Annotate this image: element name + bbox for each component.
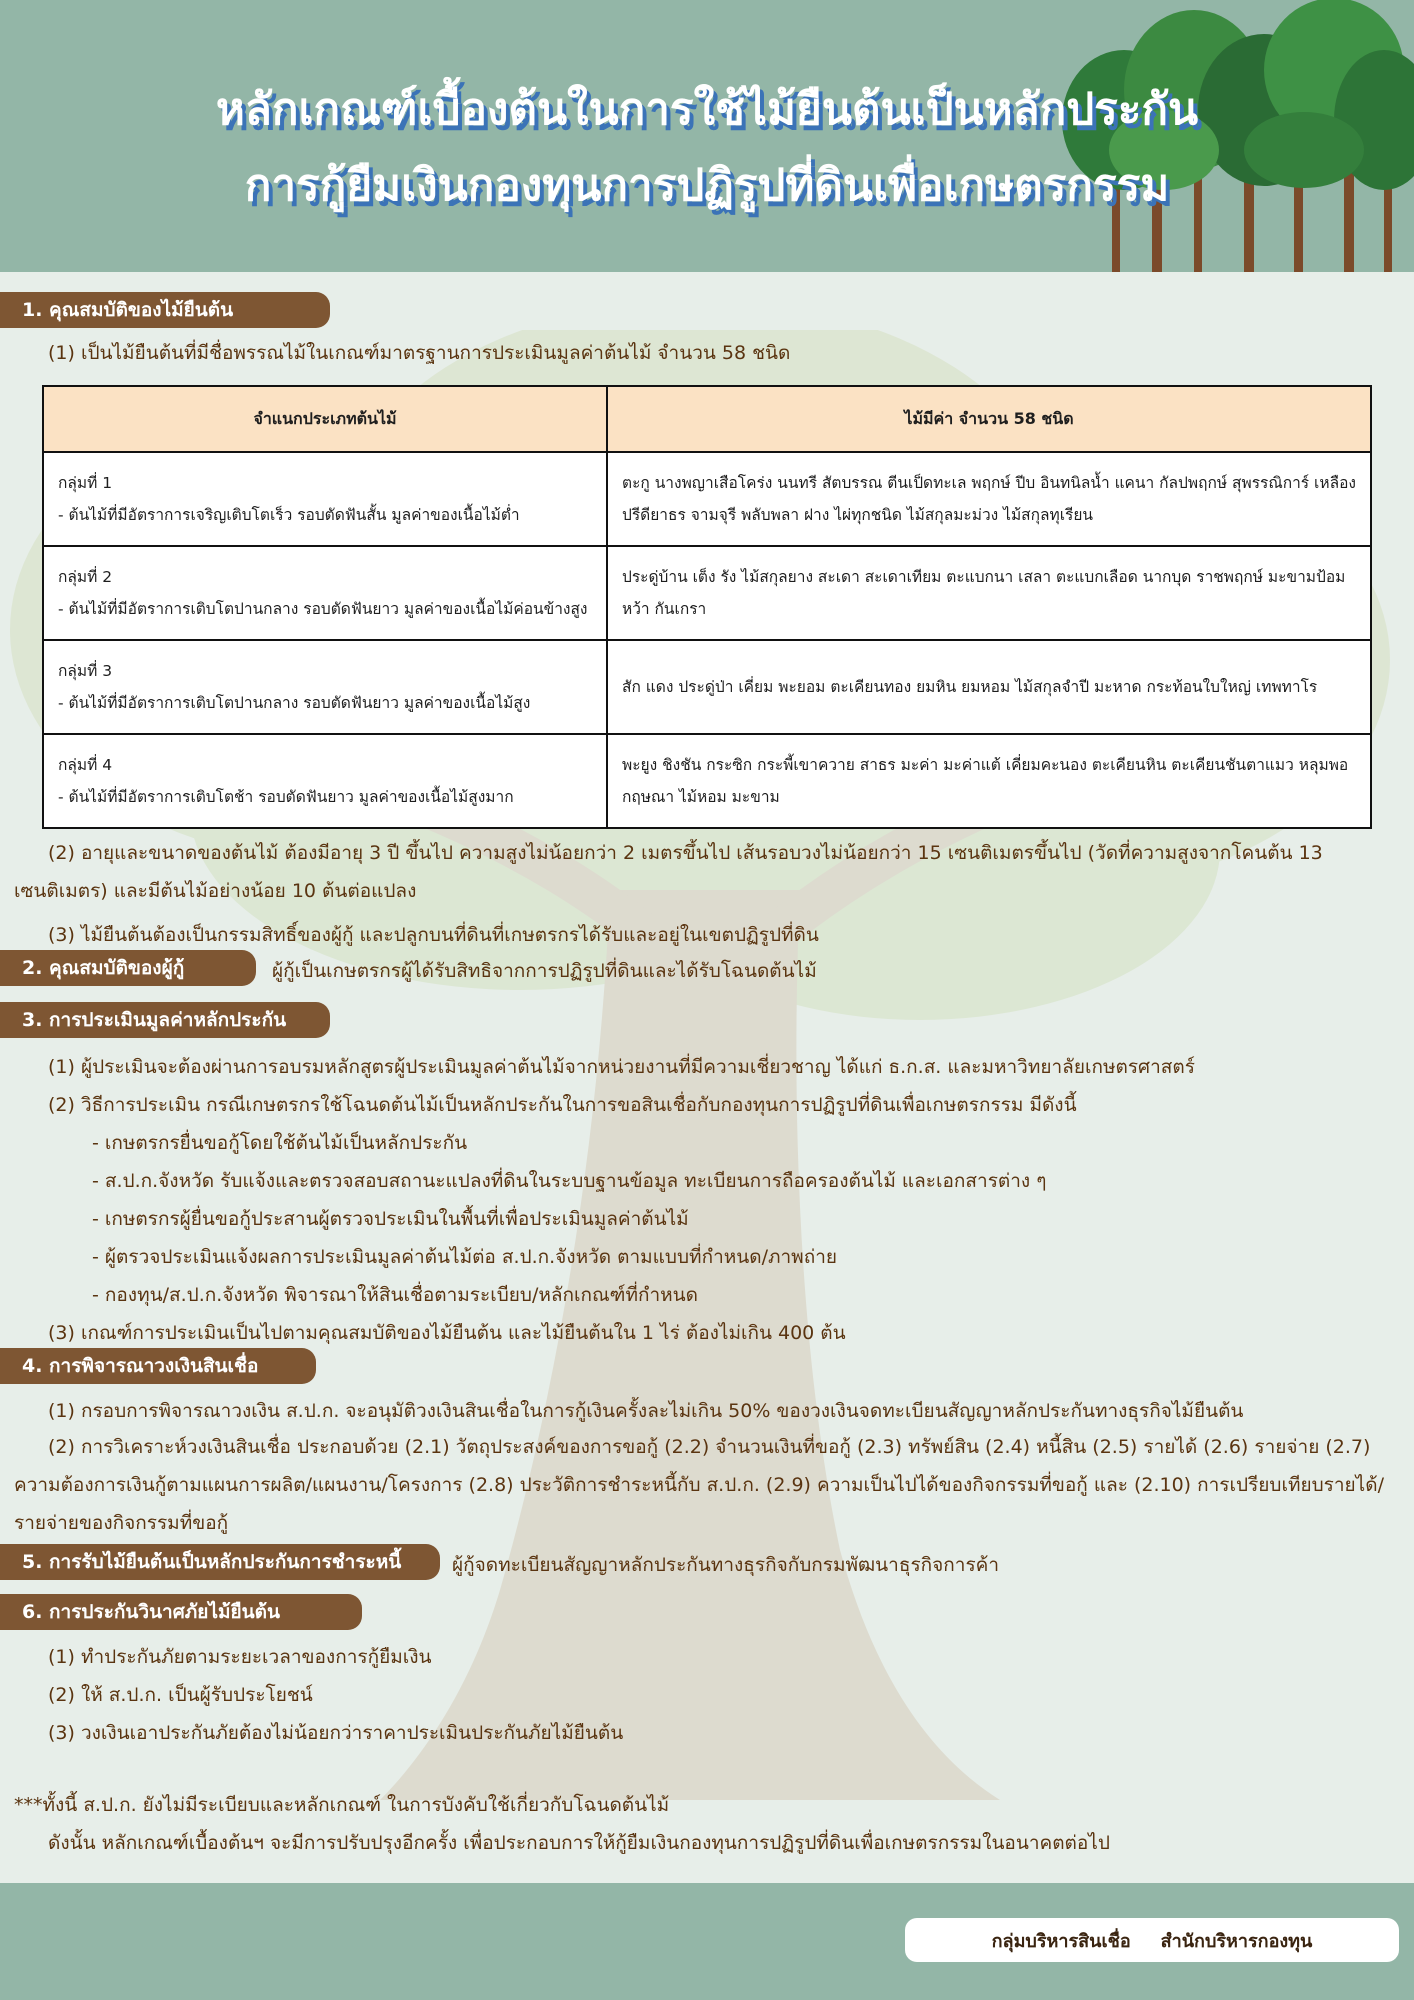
- section-5-heading: 5. การรับไม้ยืนต้นเป็นหลักประกันการชำระหนี้: [0, 1544, 440, 1580]
- group-cell: [43, 452, 607, 546]
- group-cell: [43, 640, 607, 734]
- section-6-item-3: (3) วงเงินเอาประกันภัยต้องไม่น้อยกว่าราคาประเมินประกันภัยไม้ยืนต้น: [48, 1722, 624, 1744]
- section-3-step: - เกษตรกรผู้ยื่นขอกู้ประสานผู้ตรวจประเมินในพื้นที่เพื่อประเมินมูลค่าต้นไม้: [92, 1208, 689, 1230]
- section-3-step: - ผู้ตรวจประเมินแจ้งผลการประเมินมูลค่าต้นไม้ต่อ ส.ป.ก.จังหวัด ตามแบบที่กำหนด/ภาพถ่าย: [92, 1246, 838, 1268]
- page-title: [0, 72, 1414, 224]
- section-3-item-2: (2) วิธีการประเมิน กรณีเกษตรกรใช้โฉนดต้นไม้เป็นหลักประกันในการขอสินเชื่อกับกองทุนการปฏิรูปที่ดินเพื่อเกษตรกรรม มีดังนี้: [48, 1094, 1077, 1116]
- section-6-item-2: (2) ให้ ส.ป.ก. เป็นผู้รับประโยชน์: [48, 1684, 313, 1706]
- group-description: - ต้นไม้ที่มีอัตราการเติบโตปานกลาง รอบตัดฟันยาว มูลค่าของเนื้อไม้สูง: [58, 694, 531, 712]
- group-description: - ต้นไม้ที่มีอัตราการเติบโตปานกลาง รอบตัดฟันยาว มูลค่าของเนื้อไม้ค่อนข้างสูง: [58, 600, 588, 618]
- header-banner: [0, 0, 1414, 272]
- section-3-item-3: (3) เกณฑ์การประเมินเป็นไปตามคุณสมบัติของไม้ยืนต้น และไม้ยืนต้นใน 1 ไร่ ต้องไม่เกิน 400 ต้น: [48, 1322, 846, 1344]
- footer-credit: [905, 1918, 1399, 1962]
- section-6-heading: 6. การประกันวินาศภัยไม้ยืนต้น: [0, 1594, 362, 1630]
- species-cell: สัก แดง ประดู่ป่า เคี่ยม พะยอม ตะเคียนทอง ยมหิน ยมหอม ไม้สกุลจำปี มะหาด กระท้อนใบใหญ่ เทพทาโร: [607, 640, 1371, 734]
- table-header-row: [43, 386, 1371, 452]
- group-name: กลุ่มที่ 3: [58, 662, 113, 680]
- species-cell: ประดู่บ้าน เต็ง รัง ไม้สกุลยาง สะเดา สะเดาเทียม ตะแบกนา เสลา ตะแบกเลือด นากบุด ราชพฤกษ์ มะขามป้อม หว้า กันเกรา: [607, 546, 1371, 640]
- table-row: [43, 546, 1371, 640]
- species-cell: พะยูง ชิงชัน กระซิก กระพี้เขาควาย สาธร มะค่า มะค่าแต้ เคี่ยมคะนอง ตะเคียนหิน ตะเคียนชันตาแมว หลุมพอ กฤษณา ไม้หอม มะขาม: [607, 734, 1371, 828]
- section-4-heading: 4. การพิจารณาวงเงินสินเชื่อ: [0, 1348, 316, 1384]
- note-line-1: ***ทั้งนี้ ส.ป.ก. ยังไม่มีระเบียบและหลักเกณฑ์ ในการบังคับใช้เกี่ยวกับโฉนดต้นไม้: [14, 1794, 670, 1816]
- group-description: - ต้นไม้ที่มีอัตราการเติบโตช้า รอบตัดฟันยาว มูลค่าของเนื้อไม้สูงมาก: [58, 788, 514, 806]
- group-cell: [43, 546, 607, 640]
- section-4-item-1: (1) กรอบการพิจารณาวงเงิน ส.ป.ก. จะอนุมัติวงเงินสินเชื่อในการกู้เงินครั้งละไม่เกิน 50% ของวงเงินจดทะเบียนสัญญาหลักประกันทางธุรกิจไม้ยืนต้น: [48, 1400, 1244, 1422]
- group-cell: [43, 734, 607, 828]
- section-1-heading: 1. คุณสมบัติของไม้ยืนต้น: [0, 292, 330, 328]
- section-1-item-3: (3) ไม้ยืนต้นต้องเป็นกรรมสิทธิ์ของผู้กู้ และปลูกบนที่ดินที่เกษตรกรได้รับและอยู่ในเขตปฏิรูปที่ดิน: [48, 924, 819, 946]
- tree-classification-table: [42, 385, 1372, 829]
- section-2-text: ผู้กู้เป็นเกษตรกรผู้ได้รับสิทธิจากการปฏิรูปที่ดินและได้รับโฉนดต้นไม้: [272, 960, 817, 982]
- group-name: กลุ่มที่ 4: [58, 756, 113, 774]
- table-row: [43, 452, 1371, 546]
- section-3-item-1: (1) ผู้ประเมินจะต้องผ่านการอบรมหลักสูตรผู้ประเมินมูลค่าต้นไม้จากหน่วยงานที่มีความเชี่ยวชาญ ได้แก่ ธ.ก.ส. และมหาวิทยาลัยเกษตรศาสตร์: [48, 1056, 1195, 1078]
- table-row: [43, 734, 1371, 828]
- group-description: - ต้นไม้ที่มีอัตราการเจริญเติบโตเร็ว รอบตัดฟันสั้น มูลค่าของเนื้อไม้ต่ำ: [58, 506, 520, 524]
- section-6-item-1: (1) ทำประกันภัยตามระยะเวลาของการกู้ยืมเงิน: [48, 1646, 432, 1668]
- section-3-heading: 3. การประเมินมูลค่าหลักประกัน: [0, 1002, 330, 1038]
- table-header-valuable-species: ไม้มีค่า จำนวน 58 ชนิด: [607, 386, 1371, 452]
- section-3-step: - กองทุน/ส.ป.ก.จังหวัด พิจารณาให้สินเชื่อตามระเบียบ/หลักเกณฑ์ที่กำหนด: [92, 1284, 698, 1306]
- section-5-text: ผู้กู้จดทะเบียนสัญญาหลักประกันทางธุรกิจกับกรมพัฒนาธุรกิจการค้า: [452, 1554, 1000, 1576]
- section-4-item-2: (2) การวิเคราะห์วงเงินสินเชื่อ ประกอบด้วย (2.1) วัตถุประสงค์ของการขอกู้ (2.2) จำนวนเงินที่ขอกู้ (2.3) ทรัพย์สิน (2.4) หนี้สิน (2.5) รายได้ (2.6) รายจ่าย (2.7) ความต้องการเงินกู้ตามแผนการผลิต/แผนงาน/โครงการ (2.8) ประวัติการชำระหนี้กับ ส.ป.ก. (2.9) ความเป็นไปได้ของกิจกรรมที่ขอกู้ และ (2.10) การเปรียบเทียบรายได้/รายจ่ายของกิจกรรมที่ขอกู้: [14, 1436, 1384, 1534]
- section-1-item-2: (2) อายุและขนาดของต้นไม้ ต้องมีอายุ 3 ปี ขึ้นไป ความสูงไม่น้อยกว่า 2 เมตรขึ้นไป เส้นรอบวงไม่น้อยกว่า 15 เซนติเมตรขึ้นไป (วัดที่ความสูงจากโคนต้น 13 เซนติเมตร) และมีต้นไม้อย่างน้อย 10 ต้นต่อแปลง: [14, 842, 1323, 902]
- title-line-2: การกู้ยืมเงินกองทุนการปฏิรูปที่ดินเพื่อเกษตรกรรม: [244, 160, 1170, 211]
- section-2-heading: 2. คุณสมบัติของผู้กู้: [0, 950, 256, 986]
- footer-office: สำนักบริหารกองทุน: [1160, 1930, 1313, 1952]
- section-3-step: - ส.ป.ก.จังหวัด รับแจ้งและตรวจสอบสถานะแปลงที่ดินในระบบฐานข้อมูล ทะเบียนการถือครองต้นไม้ และเอกสารต่าง ๆ: [92, 1170, 1047, 1192]
- group-name: กลุ่มที่ 2: [58, 568, 113, 586]
- table-header-classification: จำแนกประเภทต้นไม้: [43, 386, 607, 452]
- footer-bar: [0, 1883, 1414, 2000]
- species-cell: ตะกู นางพญาเสือโคร่ง นนทรี สัตบรรณ ตีนเป็ดทะเล พฤกษ์ ปีบ อินทนิลน้ำ แคนา กัลปพฤกษ์ สุพรรณิการ์ เหลืองปรีดียาธร จามจุรี พลับพลา ฝาง ไผ่ทุกชนิด ไม้สกุลมะม่วง ไม้สกุลทุเรียน: [607, 452, 1371, 546]
- title-line-1: หลักเกณฑ์เบื้องต้นในการใช้ไม้ยืนต้นเป็นหลักประกัน: [215, 84, 1199, 135]
- section-1-item-1: (1) เป็นไม้ยืนต้นที่มีชื่อพรรณไม้ในเกณฑ์มาตรฐานการประเมินมูลค่าต้นไม้ จำนวน 58 ชนิด: [48, 342, 791, 364]
- note-line-2: ดังนั้น หลักเกณฑ์เบื้องต้นฯ จะมีการปรับปรุงอีกครั้ง เพื่อประกอบการให้กู้ยืมเงินกองทุนการปฏิรูปที่ดินเพื่อเกษตรกรรมในอนาคตต่อไป: [48, 1832, 1110, 1854]
- group-name: กลุ่มที่ 1: [58, 474, 113, 492]
- footer-group: กลุ่มบริหารสินเชื่อ: [991, 1930, 1131, 1952]
- section-3-step: - เกษตรกรยื่นขอกู้โดยใช้ต้นไม้เป็นหลักประกัน: [92, 1132, 468, 1154]
- table-row: [43, 640, 1371, 734]
